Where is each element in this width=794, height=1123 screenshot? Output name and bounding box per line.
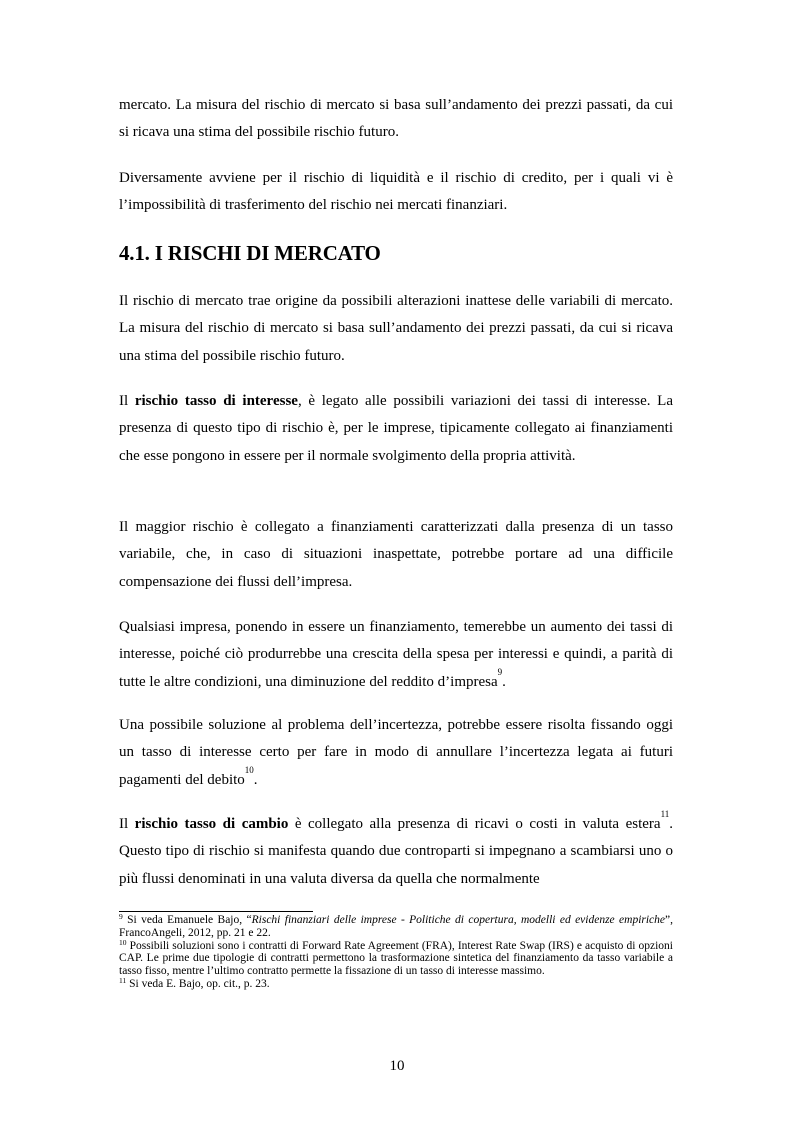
footnote-number: 9 — [119, 912, 123, 921]
paragraph-text — [119, 614, 673, 696]
text-rest: , è legato alle possibili variazioni dei tassi di interesse. La presenza di questo tipo di rischio è, per le imprese, tipicamente collegato ai finanziamenti che esse pongono in essere per il normale svolgimento della propria attività. — [119, 393, 673, 464]
text-lead: Il — [119, 393, 135, 409]
paragraph-diversamente — [119, 165, 673, 220]
text-body: Qualsiasi impresa, ponendo in essere un finanziamento, temerebbe un aumento dei tassi di interesse, poiché ciò produrrebbe una crescita della spesa per interessi e quindi, a parità di tutte le altre condizioni, una diminuzione del reddito d’impresa — [119, 619, 673, 690]
paragraph-text: mercato. La misura del rischio di mercato si basa sull’andamento dei prezzi passati, da cui si ricava una stima del possibile rischio futuro. — [119, 97, 673, 141]
paragraph-rischio-cambio — [119, 811, 673, 893]
paragraph-text: Il rischio di mercato trae origine da possibili alterazioni inattese delle variabili di mercato. La misura del rischio di mercato si basa sull’andamento dei prezzi passati, da cui si ricava una stima del possibile rischio futuro. — [119, 293, 673, 364]
footnote-text: Possibili soluzioni sono i contratti di Forward Rate Agreement (FRA), Interest Rate Swap (IRS) e acquisto di opzioni CAP. Le prime due tipologie di contratti permettono la trasformazione sintetica del finanziamento da tasso variabile a tasso fisso, mentre l’ultimo contratto permette la fissazione di un tasso di interesse massimo. — [119, 939, 673, 978]
footnote-11 — [119, 975, 673, 991]
paragraph-text: Il maggior rischio è collegato a finanziamenti caratterizzati dalla presenza di un tasso variabile, che, in caso di situazioni inaspettate, potrebbe portare ad una difficile compensazione dei flussi dell’impresa. — [119, 519, 673, 590]
paragraph-text: Diversamente avviene per il rischio di liquidità e il rischio di credito, per i quali vi è l’impossibilità di trasferimento del rischio nei mercati finanziari. — [119, 170, 673, 214]
paragraph-text — [119, 388, 673, 470]
footnote-ref-11[interactable]: 11 — [660, 809, 670, 819]
paragraph-text — [119, 712, 673, 794]
footnote-text-post: ”, FrancoAngeli, 2012, pp. 21 e 22. — [119, 914, 673, 939]
text-rest: . Questo tipo di rischio si manifesta quando due controparti si impegnano a scambiarsi uno o più flussi denominati in una valuta diversa da quella che normalmente — [119, 816, 673, 887]
paragraph-top — [119, 92, 673, 147]
text-lead: Il — [119, 816, 135, 832]
text-end: . — [253, 771, 258, 788]
text-body: Una possibile soluzione al problema dell’incertezza, potrebbe essere risolta fissando oggi un tasso di interesse certo per fare in modo di annullare l’incertezza legata ai futuri pagamenti del debito — [119, 717, 673, 788]
footnote-text: Si veda E. Bajo, op. cit., p. 23. — [126, 977, 270, 990]
paragraph-rischio-interesse — [119, 388, 673, 470]
text-end: . — [502, 673, 506, 690]
paragraph-qualsiasi — [119, 614, 673, 696]
paragraph-maggior-rischio — [119, 514, 673, 596]
footnote-text-pre: Si veda Emanuele Bajo, “ — [122, 914, 252, 926]
bold-term: rischio tasso di interesse — [134, 393, 298, 409]
section-heading: 4.1. I RISCHI DI MERCATO — [119, 241, 381, 265]
footnote-9 — [119, 914, 673, 940]
footnote-number: 11 — [119, 975, 127, 985]
text-mid: è collegato alla presenza di ricavi o costi in valuta estera — [288, 816, 661, 832]
footnote-number: 10 — [119, 937, 127, 947]
footnotes — [119, 914, 673, 991]
paragraph-origine — [119, 288, 673, 370]
footnote-10 — [119, 937, 673, 978]
footnote-book-title: Rischi finanziari delle imprese - Politiche di copertura, modelli ed evidenze empiriche — [251, 914, 666, 926]
paragraph-text — [119, 811, 673, 893]
footnote-divider — [119, 911, 313, 912]
paragraph-soluzione — [119, 712, 673, 794]
section-heading-block — [119, 240, 673, 267]
page-number: 10 — [389, 1058, 405, 1074]
footnote-ref-9[interactable]: 9 — [497, 666, 503, 677]
footnote-ref-10[interactable]: 10 — [244, 764, 254, 775]
bold-term: rischio tasso di cambio — [134, 816, 289, 832]
